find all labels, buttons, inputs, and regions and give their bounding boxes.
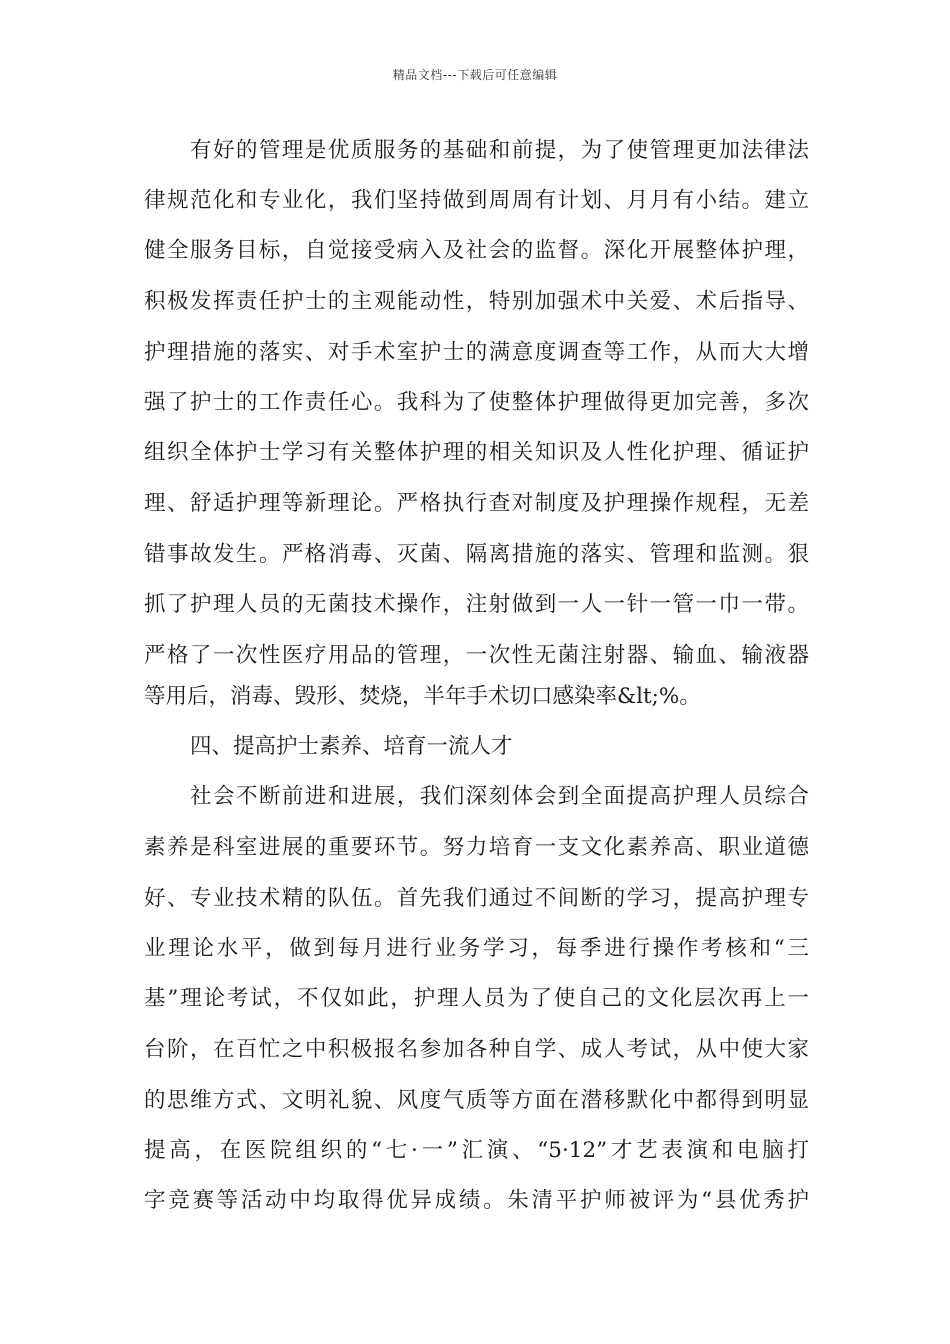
paragraph-1-line-11: 严格了一次性医疗用品的管理，一次性无菌注射器、输血、输液器 [144, 643, 809, 668]
paragraph-1-line-5: 护理措施的落实、对手术室护士的满意度调查等工作，从而大大增 [144, 340, 809, 365]
paragraph-1-line-12: 等用后，消毒、毁形、焚烧，半年手术切口感染率&lt;%。 [144, 684, 701, 709]
paragraph-2-line-1: 社会不断前进和进展，我们深刻体会到全面提高护理人员综合 [190, 784, 809, 809]
paragraph-1-line-6: 强了护士的工作责任心。我科为了使整体护理做得更加完善，多次 [144, 390, 809, 415]
paragraph-2-line-2: 素养是科室进展的重要环节。努力培育一支文化素养高、职业道德 [144, 835, 809, 860]
paragraph-2-line-3: 好、专业技术精的队伍。首先我们通过不间断的学习，提高护理专 [144, 886, 809, 911]
paragraph-1-line-10: 抓了护理人员的无菌技术操作，注射做到一人一针一管一巾一带。 [144, 592, 809, 617]
paragraph-1-line-3: 健全服务目标，自觉接受病入及社会的监督。深化开展整体护理， [144, 238, 809, 263]
paragraph-2-line-4: 业理论水平，做到每月进行业务学习，每季进行操作考核和“三 [144, 936, 809, 961]
paragraph-1-line-9: 错事故发生。严格消毒、灭菌、隔离措施的落实、管理和监测。狠 [144, 542, 809, 567]
paragraph-1-line-8: 理、舒适护理等新理论。严格执行查对制度及护理操作规程，无差 [144, 491, 809, 516]
paragraph-1-line-2: 律规范化和专业化，我们坚持做到周周有计划、月月有小结。建立 [144, 188, 809, 213]
paragraph-1-line-4: 积极发挥责任护士的主观能动性，特别加强术中关爱、术后指导、 [144, 289, 809, 314]
paragraph-2-line-7: 的思维方式、文明礼貌、风度气质等方面在潜移默化中都得到明显 [144, 1088, 809, 1113]
page-header: 精品文档---下载后可任意编辑 [392, 68, 558, 82]
paragraph-1-line-1: 有好的管理是优质服务的基础和前提，为了使管理更加法律法 [190, 138, 809, 163]
paragraph-1-line-7: 组织全体护士学习有关整体护理的相关知识及人性化护理、循证护 [144, 440, 809, 465]
paragraph-2-line-5: 基”理论考试，不仅如此，护理人员为了使自己的文化层次再上一 [144, 986, 809, 1011]
paragraph-2-line-6: 台阶，在百忙之中积极报名参加各种自学、成人考试，从中使大家 [144, 1037, 809, 1062]
section-heading: 四、提高护士素养、培育一流人才 [190, 734, 513, 759]
paragraph-2-line-8: 提高，在医院组织的“七·一”汇演、“5·12”才艺表演和电脑打 [144, 1138, 809, 1163]
paragraph-2-line-9: 字竞赛等活动中均取得优异成绩。朱清平护师被评为“县优秀护 [144, 1188, 809, 1213]
